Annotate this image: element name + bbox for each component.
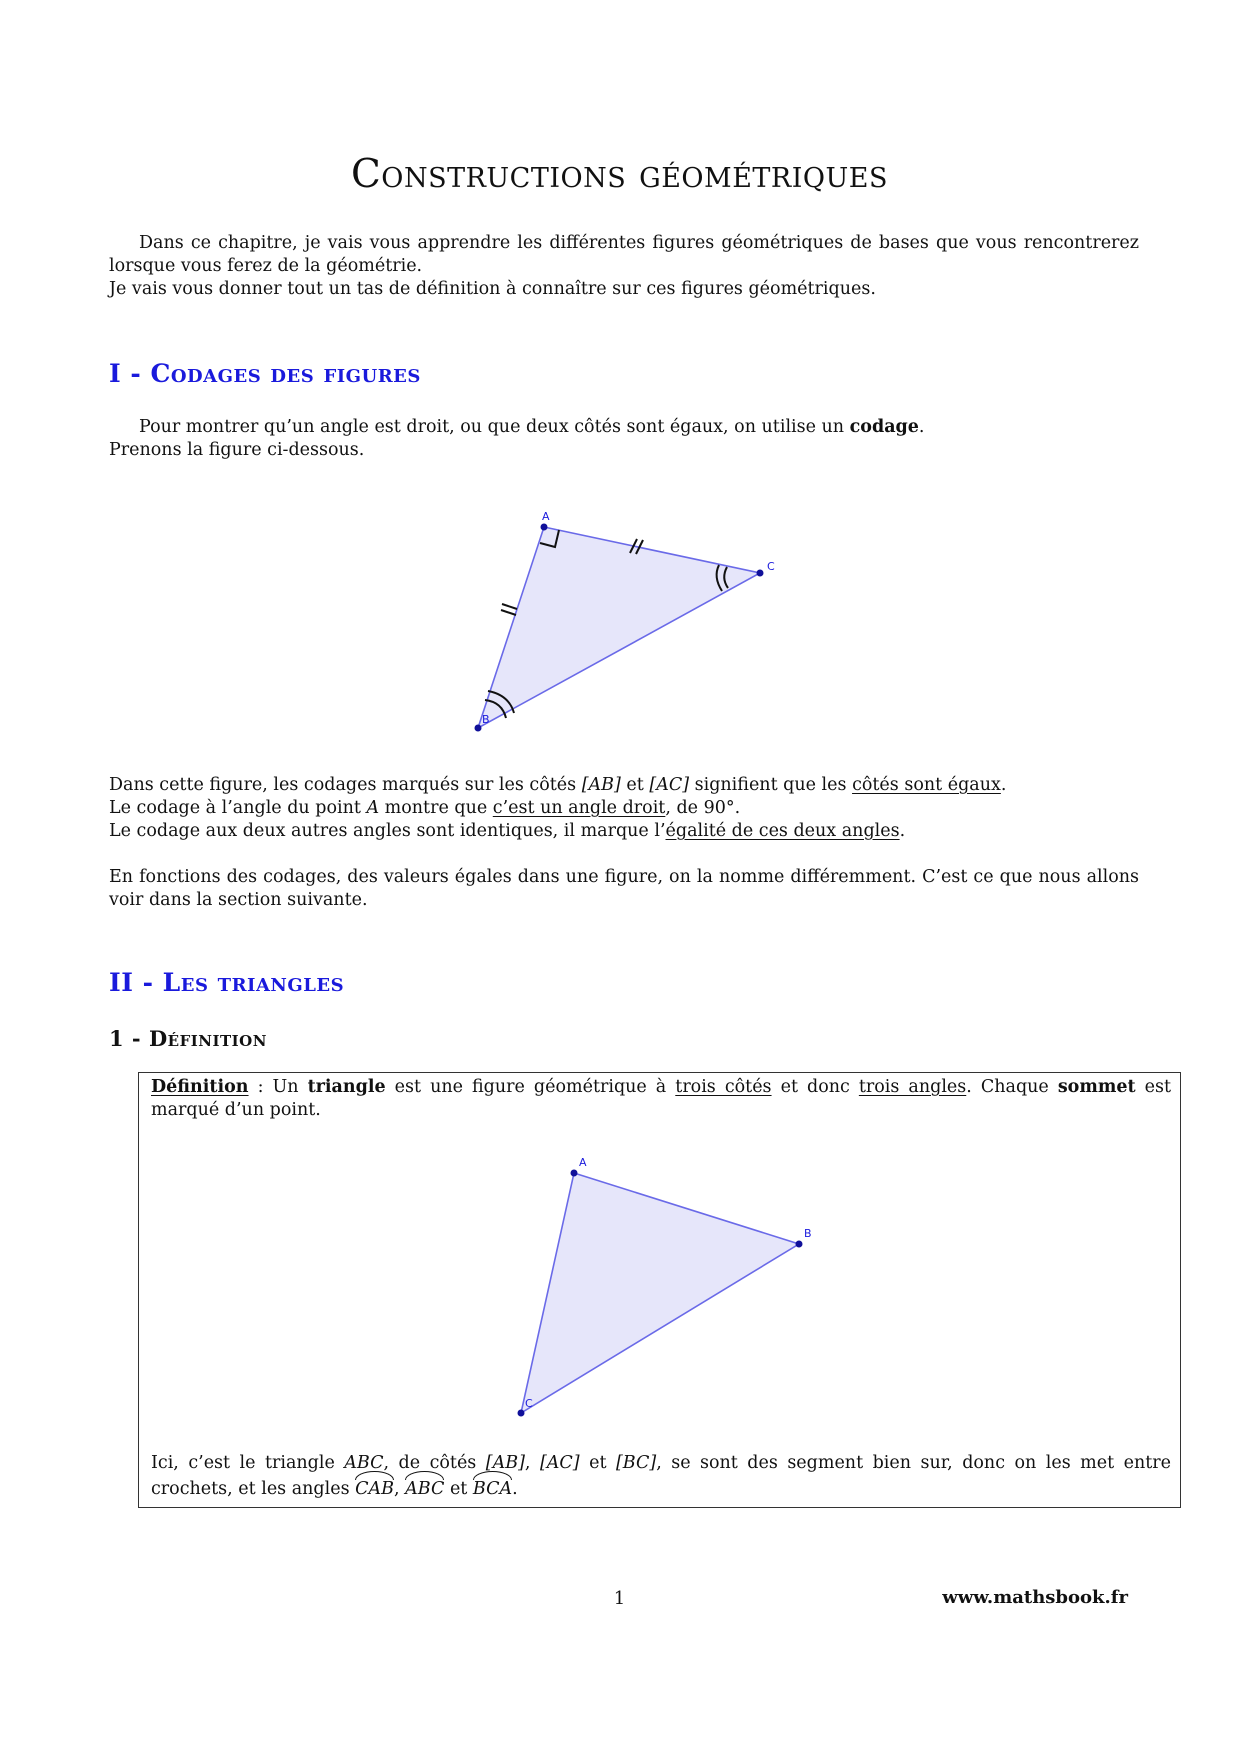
- section1-paragraph-1: [109, 416, 1139, 439]
- bold-codage: codage: [849, 417, 919, 437]
- text: Le codage à l’angle du point: [109, 798, 367, 818]
- text: et: [579, 1453, 616, 1473]
- text: : Un: [248, 1077, 308, 1097]
- segment-ab: [AB]: [581, 775, 621, 795]
- text: ,: [524, 1453, 540, 1473]
- underlined-text: égalité de ces deux angles: [665, 821, 900, 841]
- label-b: B: [804, 1227, 812, 1240]
- triangle-shape: [478, 527, 760, 728]
- intro-paragraph-2: Je vais vous donner tout un tas de définition à connaître sur ces figures géométriques.: [109, 279, 876, 299]
- angle-cab: CAB: [355, 1476, 394, 1502]
- triangle-abc-figure: [509, 1153, 812, 1433]
- tick-mark-ab-2: [501, 610, 516, 615]
- underlined-text: trois angles: [858, 1077, 967, 1097]
- point-b: [475, 725, 482, 732]
- footer-url: www.mathsbook.fr: [942, 1587, 1128, 1608]
- underlined-text: trois côtés: [675, 1077, 772, 1097]
- coded-triangle-figure: [460, 505, 790, 740]
- tick-mark-ab-1: [502, 604, 517, 609]
- text: , se sont des segment bien sur, donc on les met entre crochets, et les angles: [151, 1453, 1171, 1499]
- section1-paragraph-2: Prenons la figure ci-dessous.: [109, 440, 365, 460]
- text: Pour montrer qu’un angle est droit, ou que deux côtés sont égaux, on utilise un: [139, 417, 850, 437]
- segment-ac: [AC]: [539, 1453, 580, 1473]
- label-c: C: [767, 560, 775, 573]
- segment-bc: [BC]: [615, 1453, 657, 1473]
- text: et: [620, 775, 650, 795]
- subsection-heading: 1 - Définition: [109, 1026, 267, 1051]
- text: .: [1000, 775, 1007, 795]
- figure-description-2: [109, 797, 1139, 820]
- segment-ab: [AB]: [485, 1453, 525, 1473]
- angle-abc: ABC: [405, 1476, 444, 1502]
- segment-ac: [AC]: [649, 775, 690, 795]
- definition-box: [138, 1072, 1181, 1508]
- text: signifient que les: [689, 775, 853, 795]
- figure-description-1: [109, 774, 1139, 797]
- triangle-name: ABC: [344, 1453, 384, 1473]
- definition-caption: [151, 1450, 1171, 1502]
- bold-triangle: triangle: [307, 1077, 386, 1097]
- point-a: [541, 524, 548, 531]
- text: ,: [394, 1479, 406, 1499]
- underlined-text: c’est un angle droit: [492, 798, 666, 818]
- definition-text: [151, 1076, 1171, 1122]
- point-b: [796, 1241, 803, 1248]
- point-a-ref: A: [366, 798, 380, 818]
- figure-description-3: [109, 820, 1139, 843]
- text: Dans cette figure, les codages marqués sur les côtés: [109, 775, 582, 795]
- section-heading-1: I - Codages des figures: [109, 359, 421, 388]
- point-c: [518, 1410, 525, 1417]
- text: .: [918, 417, 925, 437]
- point-c: [757, 570, 764, 577]
- underlined-text: côtés sont égaux: [852, 775, 1001, 795]
- section1-paragraph-3: En fonctions des codages, des valeurs égales dans une figure, on la nomme différemment. C’est ce que nous allons voir dans la section suivante.: [109, 867, 1139, 910]
- label-a: A: [579, 1156, 587, 1169]
- page-title: Constructions géométriques: [350, 152, 889, 197]
- page-number: 1: [613, 1588, 626, 1609]
- bold-sommet: sommet: [1057, 1077, 1136, 1097]
- text: Ici, c’est le triangle: [151, 1453, 345, 1473]
- text: est une figure géométrique à: [385, 1077, 676, 1097]
- text: et: [444, 1479, 473, 1499]
- text: montre que: [379, 798, 493, 818]
- angle-bca: BCA: [473, 1476, 512, 1502]
- text: .: [899, 821, 906, 841]
- point-a: [571, 1170, 578, 1177]
- label-a: A: [542, 510, 550, 523]
- text: est marqué d’un point.: [151, 1077, 1171, 1120]
- section-heading-2: II - Les triangles: [109, 968, 345, 997]
- intro-paragraph-1: Dans ce chapitre, je vais vous apprendre les différentes figures géométriques de bases que vous rencontrerez lorsque vous ferez de la géométrie.: [109, 233, 1139, 276]
- triangle-shape: [521, 1173, 799, 1413]
- text: et donc: [771, 1077, 859, 1097]
- text: , de côtés: [383, 1453, 486, 1473]
- text: , de 90°.: [665, 798, 741, 818]
- definition-label: Définition: [151, 1077, 249, 1097]
- label-c: C: [525, 1397, 533, 1410]
- text: . Chaque: [966, 1077, 1058, 1097]
- text: .: [512, 1479, 518, 1499]
- text: Le codage aux deux autres angles sont identiques, il marque l’: [109, 821, 666, 841]
- label-b: B: [482, 713, 490, 726]
